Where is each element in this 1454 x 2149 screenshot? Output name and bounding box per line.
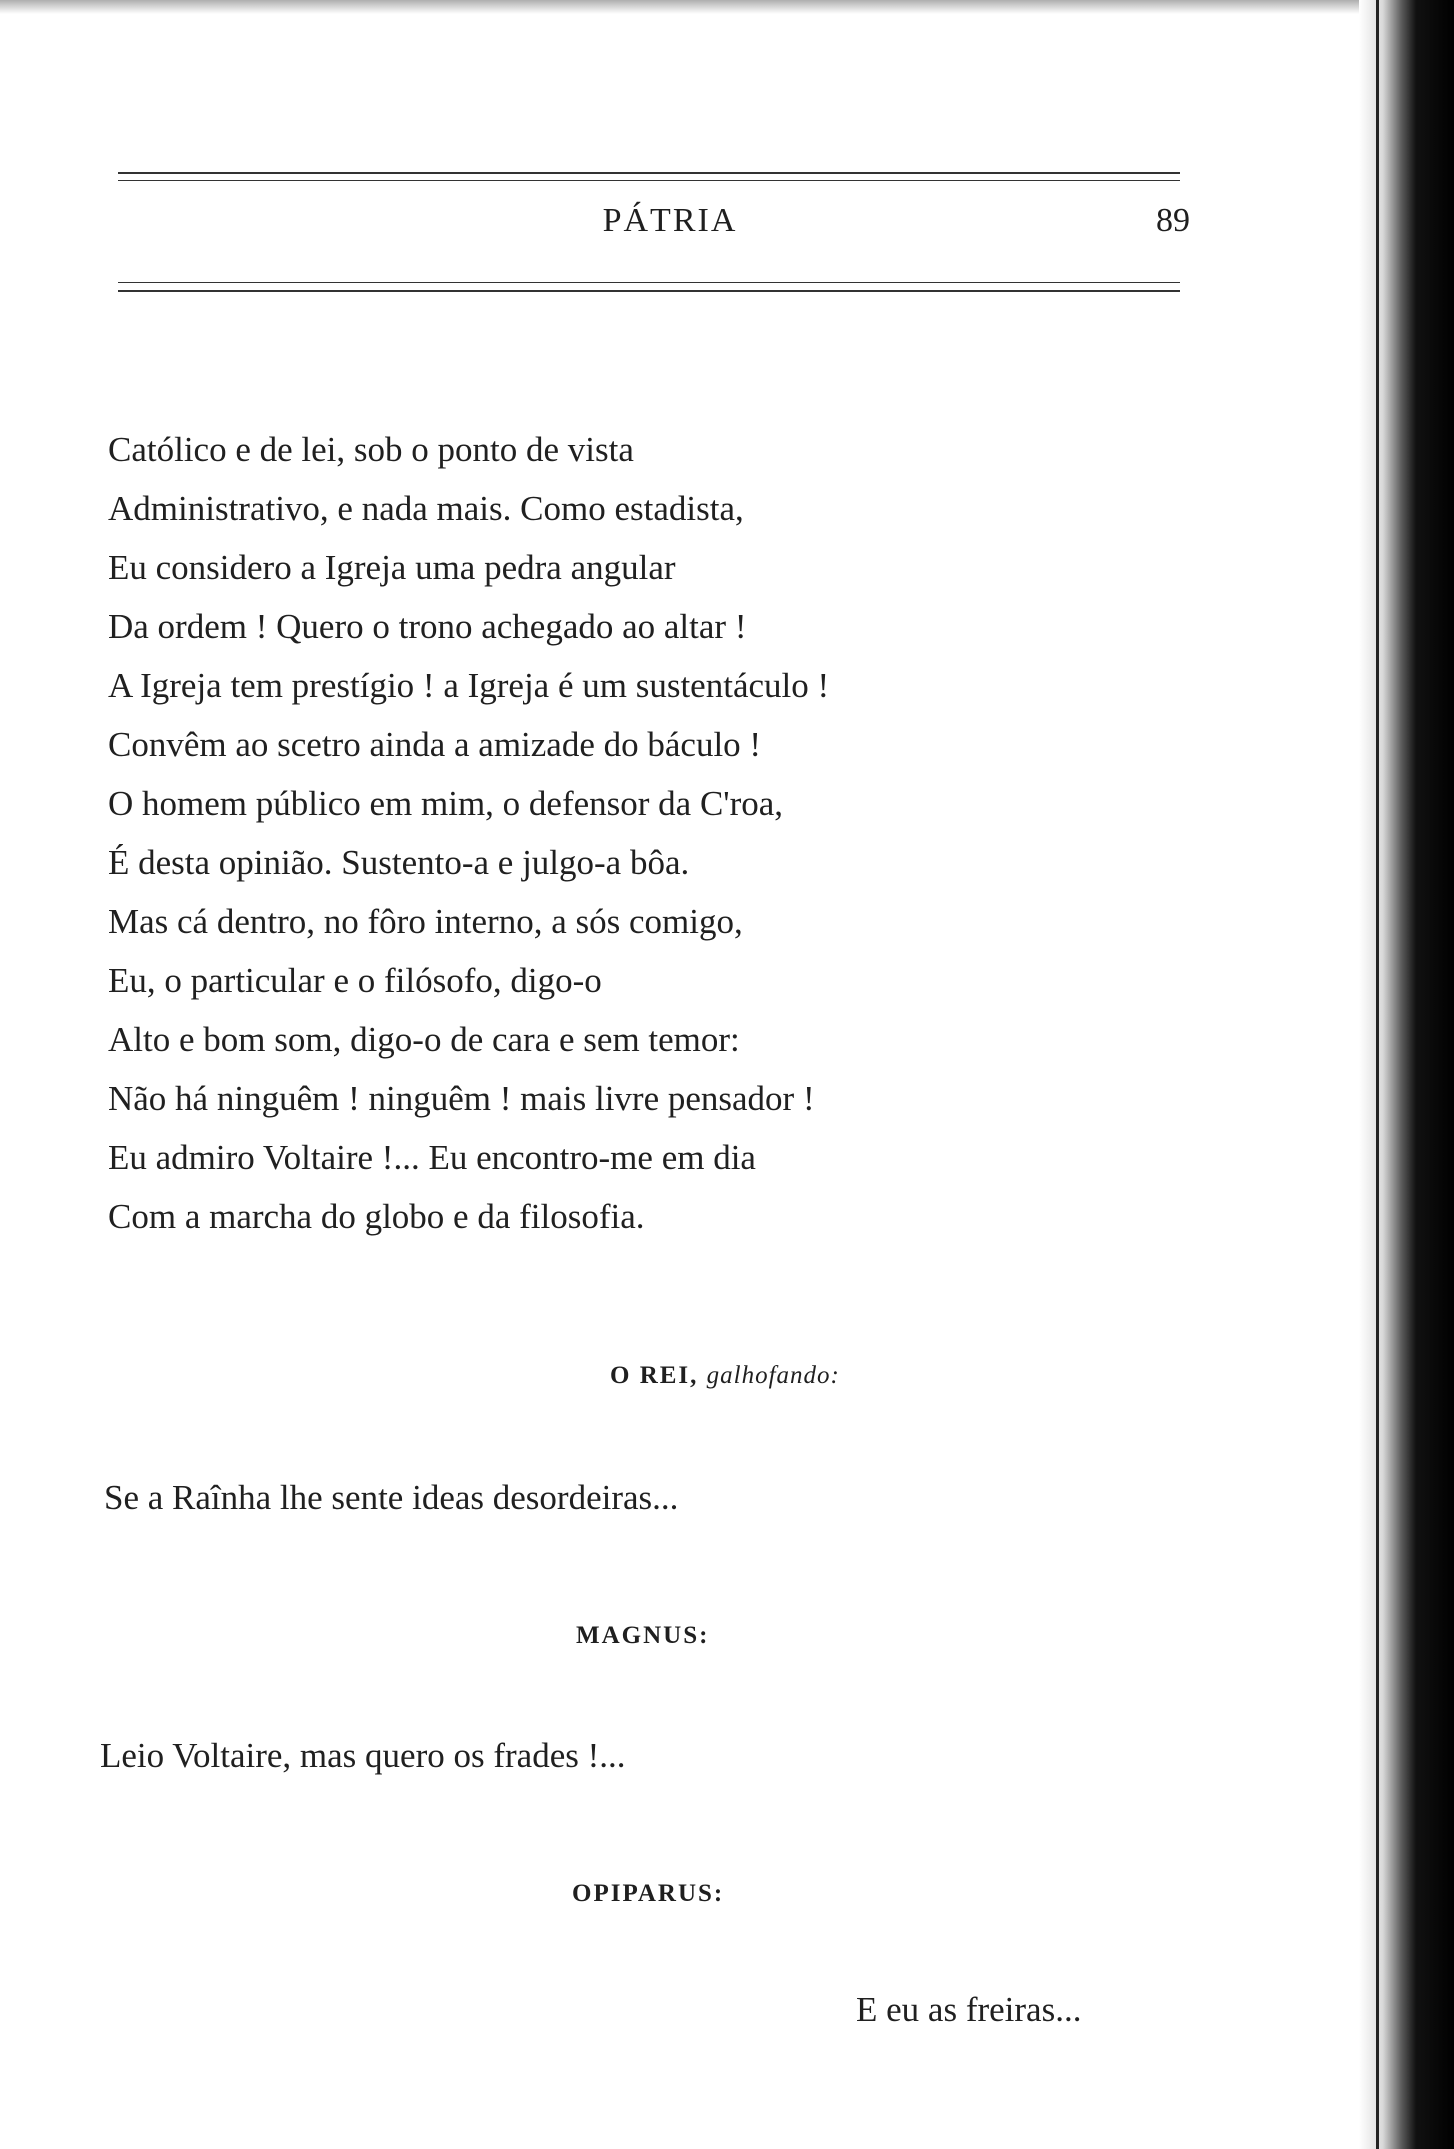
verse-line: Católico e de lei, sob o ponto de vista [108, 430, 634, 469]
verse-line: Mas cá dentro, no fôro interno, a sós comigo, [108, 902, 743, 941]
verse-line: Com a marcha do globo e da filosofia. [108, 1197, 645, 1236]
stage-direction: galhofando: [706, 1362, 840, 1389]
speaker-name: O REI, [610, 1362, 699, 1389]
verse-line: Alto e bom som, digo-o de cara e sem temor: [108, 1020, 740, 1059]
dialogue-line-magnus: Leio Voltaire, mas quero os frades !... [100, 1736, 626, 1775]
dialogue-line-rei: Se a Raînha lhe sente ideas desordeiras... [104, 1478, 679, 1517]
header-rule-top-thin [118, 180, 1180, 181]
scan-edge-line [1376, 0, 1379, 2149]
speaker-rei [610, 1362, 840, 1390]
header-rule-bottom-thin [118, 282, 1180, 283]
verse-line: Eu, o particular e o filósofo, digo-o [108, 961, 602, 1000]
running-title: PÁTRIA [602, 202, 738, 239]
scan-top-smudge [0, 0, 1400, 14]
verse-line: Eu admiro Voltaire !... Eu encontro-me em dia [108, 1138, 756, 1177]
verse-line: O homem público em mim, o defensor da C'roa, [108, 784, 784, 823]
speaker-opiparus: OPIPARUS: [572, 1880, 725, 1907]
verse-line: Não há ninguêm ! ninguêm ! mais livre pensador ! [108, 1079, 815, 1118]
verse-line: A Igreja tem prestígio ! a Igreja é um sustentáculo ! [108, 666, 830, 705]
verse-line: Administrativo, e nada mais. Como estadista, [108, 489, 744, 528]
verse-line: Eu considero a Igreja uma pedra angular [108, 548, 676, 587]
scan-page-edge [1359, 0, 1454, 2149]
speaker-magnus: MAGNUS: [576, 1622, 710, 1649]
page-number: 89 [1156, 202, 1190, 239]
verse-block [108, 420, 829, 1246]
header-rule-bottom [118, 290, 1180, 292]
verse-line: Convêm ao scetro ainda a amizade do báculo ! [108, 725, 762, 764]
verse-line: Da ordem ! Quero o trono achegado ao altar ! [108, 607, 747, 646]
dialogue-line-opiparus: E eu as freiras... [856, 1990, 1082, 2029]
header-rule-top [118, 172, 1180, 174]
verse-line: É desta opinião. Sustento-a e julgo-a bôa. [108, 843, 690, 882]
